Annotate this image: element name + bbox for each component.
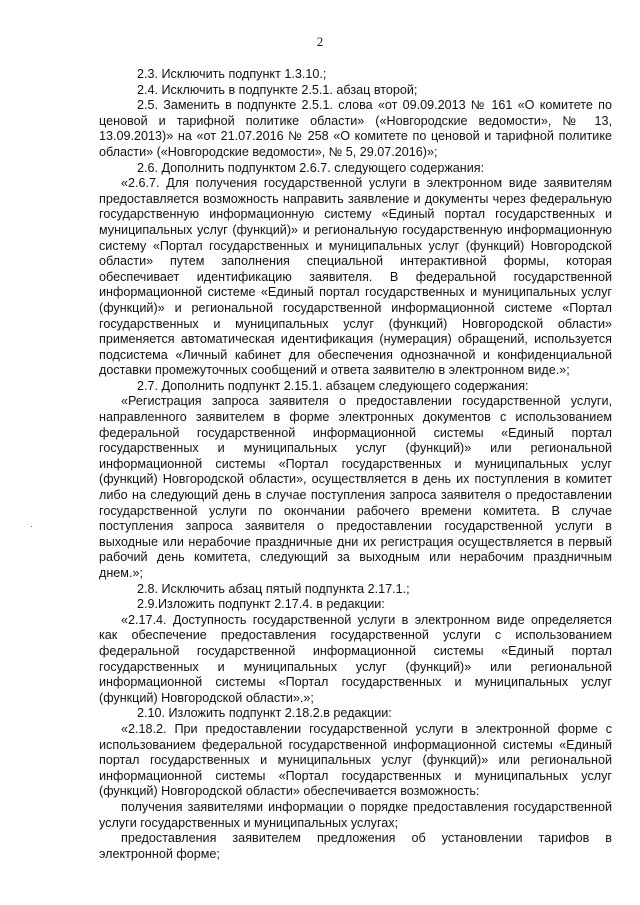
- paragraph: «Регистрация запроса заявителя о предоставлении государственной услуги, направленного заявителем в форме электронных документов с использованием федеральной государственной информационной системы «Единый портал государственных и муниципальных услуг (функций)» или региональной информационной системы «Портал государственных и муниципальных услуг (функций) Новгородской области», осуществляется в день их поступления в комитет либо на следующий день в случае поступления запроса заявителя о предоставлении государственной услуги по окончании рабочего времени комитета. В случае поступления запроса заявителя о предоставлении государственной услуги в выходные или нерабочие праздничные дни их регистрация осуществляется в первый рабочий день комитета, следующий за выходным или нерабочим праздничным днем.»;: [99, 394, 612, 580]
- paragraph: 2.5. Заменить в подпункте 2.5.1. слова «от 09.09.2013 № 161 «О комитете по ценовой и тарифной политике области» («Новгородские ведомости», № 13, 13.09.2013)» на «от 21.07.2016 № 258 «О комитете по ценовой и тарифной политике области» («Новгородские ведомости», № 5, 29.07.2016)»;: [99, 98, 612, 159]
- page-number: 2: [316, 34, 324, 49]
- paragraph: получения заявителями информации о порядке предоставления государственной услуги государственных и муниципальных услугах;: [99, 799, 612, 830]
- paragraph: 2.6. Дополнить подпунктом 2.6.7. следующего содержания:: [137, 160, 485, 175]
- paragraph: 2.8. Исключить абзац пятый подпункта 2.17.1.;: [137, 581, 410, 596]
- paragraph: 2.3. Исключить подпункт 1.3.10.;: [137, 67, 327, 81]
- paragraph: «2.17.4. Доступность государственной услуги в электронном виде определяется как обеспечение предоставления государственной услуги с использованием федеральной государственной информационной системы «Единый портал государственных и муниципальных услуг (функций)» или региональной информационной системы «Портал государственных и муниципальных услуг (функций) Новгородской области».»;: [99, 612, 612, 705]
- paragraph: «2.18.2. При предоставлении государственной услуги в электронной форме с использованием федеральной государственной информационной системы «Единый портал государственных и муниципальных услуг (функций)» или региональной информационной системы «Портал государственных и муниципальных услуг (функций) Новгородской области» обеспечивается возможность:: [99, 721, 612, 799]
- paragraph: «2.6.7. Для получения государственной услуги в электронном виде заявителям предоставляется возможность направить заявление и документы через федеральную государственную информационную систему «Единый портал государственных и муниципальных услуг (функций)» и региональную государственную информационную систему «Портал государственных и муниципальных услуг (функций) Новгородской области» путем заполнения специальной интерактивной формы, которая обеспечивает идентификацию заявителя. В федеральной государственной информационной системе «Единый портал государственных и муниципальных услуг (функций)» и региональной государственной информационной системе «Портал государственных и муниципальных услуг (функций) Новгородской области» применяется автоматическая идентификация (нумерация) обращений, используется подсистема «Личный кабинет для обеспечения однозначной и конфиденциальной доставки промежуточных сообщений и ответа заявителю в электронном виде.»;: [99, 176, 612, 378]
- paragraph: 2.9.Изложить подпункт 2.17.4. в редакции:: [137, 597, 385, 612]
- paragraph: 2.7. Дополнить подпункт 2.15.1. абзацем следующего содержания:: [137, 378, 529, 393]
- margin-mark: ·: [30, 521, 33, 531]
- document-body: [99, 67, 612, 862]
- paragraph: предоставления заявителем предложения об установлении тарифов в электронной форме;: [99, 831, 612, 861]
- paragraph: 2.10. Изложить подпункт 2.18.2.в редакции:: [137, 706, 392, 721]
- paragraph: 2.4. Исключить в подпункте 2.5.1. абзац второй;: [137, 82, 418, 97]
